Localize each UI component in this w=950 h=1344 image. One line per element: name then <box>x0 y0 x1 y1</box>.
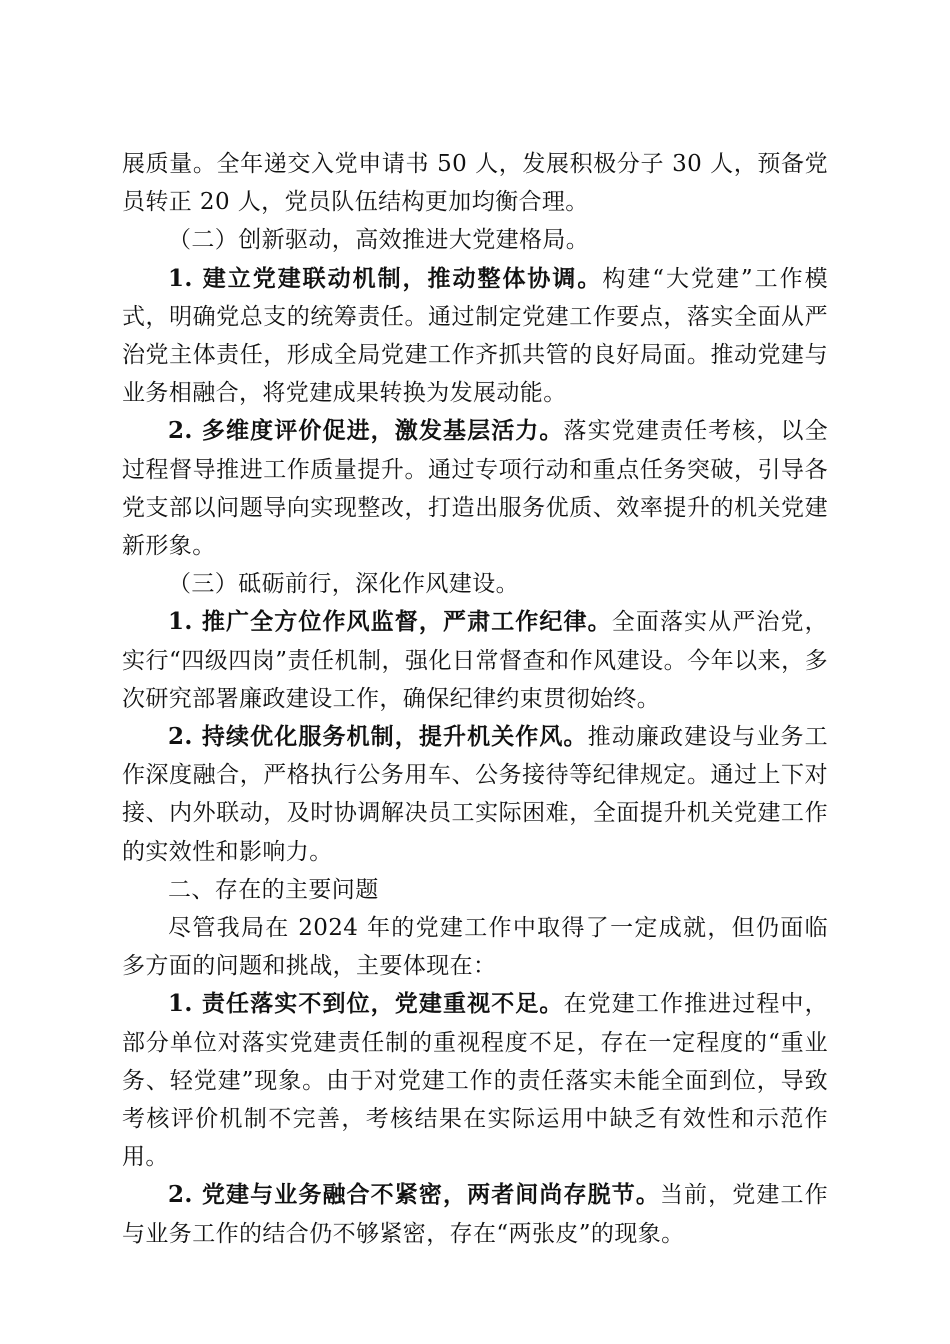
lead-work-style-supervision: 1. 推广全方位作风监督，严肃工作纪律。 <box>168 608 612 636</box>
body-responsibility-issue: 在党建工作推进过程中，部分单位对落实党建责任制的重视程度不足，存在一定程度的“重业务、轻党建”现象。由于对党建工作的责任落实未能全面到位，导致考核评价机制不完善，考核结果在实际运用中缺乏有效性和示范作用。 <box>122 991 828 1171</box>
body-linkage-mechanism: 构建“大党建”工作模式，明确党总支的统筹责任。通过制定党建工作要点，落实全面从严治党主体责任，形成全局党建工作齐抓共管的良好局面。推动党建与业务相融合，将党建成果转换为发展动能。 <box>122 265 828 407</box>
lead-responsibility-issue: 1. 责任落实不到位，党建重视不足。 <box>168 990 564 1018</box>
body-multi-dimensional-evaluation: 落实党建责任考核，以全过程督导推进工作质量提升。通过专项行动和重点任务突破，引导各党支部以问题导向实现整改，打造出服务优质、效率提升的机关党建新形象。 <box>122 418 828 560</box>
lead-multi-dimensional-evaluation: 2. 多维度评价促进，激发基层活力。 <box>168 417 564 445</box>
paragraph-service-mechanism <box>122 718 828 871</box>
paragraph-multi-dimensional-evaluation <box>122 412 828 565</box>
paragraph-linkage-mechanism <box>122 260 828 413</box>
document-body <box>122 145 828 1253</box>
lead-integration-issue: 2. 党建与业务融合不紧密，两者间尚存脱节。 <box>168 1181 660 1209</box>
subheading-innovation-driven: （二）创新驱动，高效推进大党建格局。 <box>168 227 590 254</box>
body-integration-issue: 当前，党建工作与业务工作的结合仍不够紧密，存在“两张皮”的现象。 <box>122 1182 828 1247</box>
section-heading-main-problems: 二、存在的主要问题 <box>168 876 379 903</box>
paragraph-integration-issue <box>122 1176 828 1252</box>
lead-service-mechanism: 2. 持续优化服务机制，提升机关作风。 <box>168 723 588 751</box>
paragraph-work-style-supervision <box>122 603 828 718</box>
paragraph-responsibility-issue <box>122 985 828 1176</box>
paragraph-membership-quality: 展质量。全年递交入党申请书 50 人，发展积极分子 30 人，预备党员转正 20 人，党员队伍结构更加均衡合理。 <box>122 151 828 216</box>
body-work-style-supervision: 全面落实从严治党，实行“四级四岗”责任机制，强化日常督查和作风建设。今年以来，多次研究部署廉政建设工作，确保纪律约束贯彻始终。 <box>122 609 828 712</box>
body-service-mechanism: 推动廉政建设与业务工作深度融合，严格执行公务用车、公务接待等纪律规定。通过上下对接、内外联动，及时协调解决员工实际困难，全面提升机关党建工作的实效性和影响力。 <box>122 724 829 865</box>
subheading-work-style: （三）砥砺前行，深化作风建设。 <box>168 571 519 598</box>
paragraph-problems-intro: 尽管我局在 2024 年的党建工作中取得了一定成就，但仍面临多方面的问题和挑战，主要体现在： <box>122 915 828 980</box>
lead-linkage-mechanism: 1. 建立党建联动机制，推动整体协调。 <box>168 264 603 292</box>
